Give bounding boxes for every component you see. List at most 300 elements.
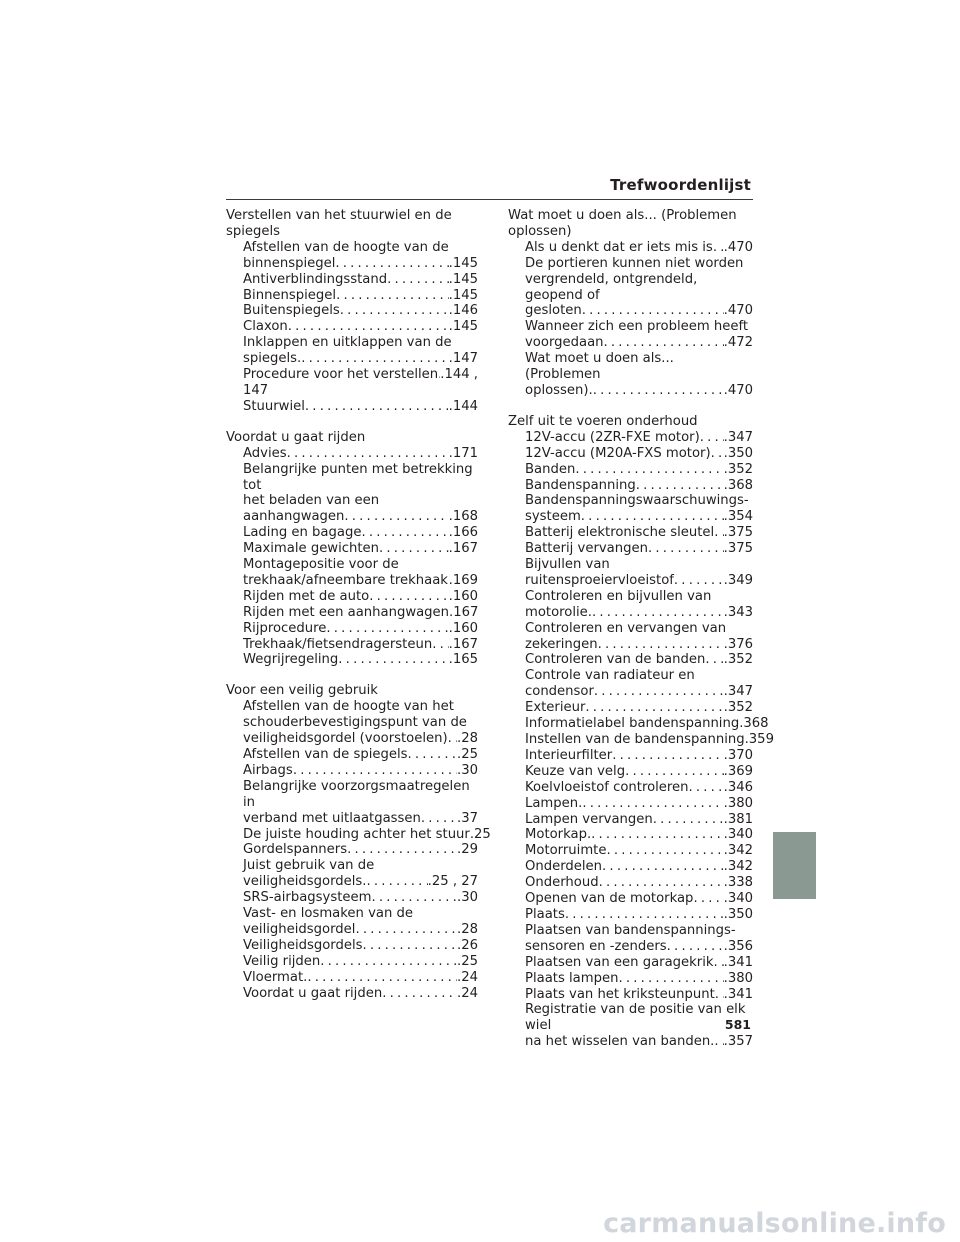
index-entry-page-ref: .147: [448, 351, 478, 367]
index-entry-page-ref: .369: [723, 763, 753, 779]
index-entry-line: Belangrijke punten met betrekking tot: [243, 461, 473, 493]
index-entry-page-ref: .168: [448, 509, 478, 525]
index-entry: [508, 796, 753, 812]
dot-leader: [602, 859, 724, 875]
index-entry: [508, 700, 753, 716]
index-entry: [226, 605, 478, 621]
index-entry-page-ref: .167: [449, 604, 479, 620]
index-entry-label: ruitensproeiervloeistof: [525, 572, 674, 588]
index-entry-line: het beladen van een: [243, 493, 380, 509]
dot-leader: [591, 827, 723, 843]
index-entry-leader-line: [525, 716, 769, 732]
index-entry-line: schouderbevestigingspunt van de: [243, 715, 467, 731]
index-entry: [508, 875, 753, 891]
index-entry-label: Instellen van de bandenspanning: [525, 732, 745, 747]
index-entry-page-ref: .470: [723, 239, 753, 255]
index-entry-line: Afstellen van de hoogte van het: [243, 699, 454, 715]
index-entry-label: Motorruimte: [525, 843, 607, 859]
index-column-left: [226, 208, 491, 1017]
index-entry-label: spiegels.: [243, 351, 302, 367]
dot-leader: [593, 383, 724, 399]
index-entry: [508, 351, 753, 399]
index-entry-leader-line: [525, 780, 753, 796]
index-entry-line: De portieren kunnen niet worden: [525, 255, 744, 271]
index-entry-page-ref: .470: [723, 303, 753, 319]
index-entry: [508, 462, 753, 478]
watermark: carmanualsonline.info: [603, 1208, 946, 1239]
page-number: 581: [724, 1017, 751, 1032]
index-entry-leader-line: [525, 875, 753, 891]
index-entry-leader-line: [243, 288, 478, 304]
index-entry-leader-line: [525, 637, 753, 653]
index-entry-label: Vloermat.: [243, 969, 308, 985]
index-entry-line: Belangrijke voorzorgsmaatregelen in: [243, 778, 470, 810]
index-entry-leader-line: [525, 478, 753, 494]
index-entry: [226, 938, 478, 954]
index-entry-label: veiligheidsgordel: [243, 921, 356, 937]
index-entry-leader-line: [243, 938, 478, 954]
index-entry-page-ref: .25: [469, 826, 491, 842]
index-entry-leader-line: [525, 573, 753, 589]
index-entry-page-ref: .352: [723, 652, 753, 668]
dot-leader: [363, 938, 458, 954]
index-entry-page-ref: .145: [448, 255, 478, 271]
index-entry: [226, 779, 478, 827]
index-entry-label: motorolie.: [525, 604, 592, 620]
dot-leader: [693, 891, 723, 907]
index-entry-leader-line: [243, 525, 478, 541]
index-entry-page-ref: .37: [457, 810, 478, 826]
index-entry-page-ref: .342: [723, 859, 753, 875]
index-entry-line: Wanneer zich een probleem heeft: [525, 319, 749, 335]
index-entry-page-ref: .340: [723, 827, 753, 843]
dot-leader: [592, 605, 724, 621]
index-entry-page-ref: .380: [723, 795, 753, 811]
index-group: [226, 683, 491, 1001]
index-entry-leader-line: [525, 335, 753, 351]
index-entry-page-ref: .166: [448, 525, 478, 541]
index-entry: [226, 303, 478, 319]
index-entry-page-ref: .29: [457, 842, 478, 858]
index-entry-line: Bijvullen van: [525, 557, 610, 573]
index-entry-label: SRS-airbagsysteem: [243, 890, 372, 906]
index-entry: [508, 240, 753, 256]
index-entry-line: Plaatsen van bandenspannings-: [525, 922, 736, 938]
index-entry: [508, 557, 753, 589]
index-entry-page-ref: .350: [723, 906, 753, 922]
index-entry-label: Veiligheidsgordels: [243, 937, 363, 953]
dot-leader: [653, 812, 724, 828]
dot-leader: [382, 986, 457, 1002]
dot-leader: [715, 987, 724, 1003]
dot-leader: [594, 684, 724, 700]
dot-leader: [714, 955, 724, 971]
index-entry-label: systeem: [525, 509, 581, 525]
index-entry: [508, 971, 753, 987]
index-entry-label: Banden: [525, 461, 576, 477]
index-entry-page-ref: .144 ,: [440, 367, 478, 383]
index-entry-label: sensoren en -zenders: [525, 938, 667, 954]
section-tab-marker: [773, 832, 816, 899]
index-entry-line: Bandenspanningswaarschuwings-: [525, 493, 749, 509]
index-entry-page-ref: .160: [448, 588, 478, 604]
index-entry-leader-line: [525, 652, 753, 668]
index-entry-leader-line: [243, 605, 478, 621]
index-entry: [508, 812, 753, 828]
index-entry-leader-line: [525, 525, 753, 541]
index-heading: Wat moet u doen als... (Problemen: [508, 208, 737, 223]
index-entry-leader-line: [525, 541, 753, 557]
index-entry-page-ref: .25 , 27: [427, 874, 478, 890]
index-entry-page-ref: .338: [723, 875, 753, 891]
index-entry-label: Antiverblindingsstand: [243, 271, 388, 287]
index-entry-leader-line: [243, 621, 478, 637]
index-entry-label: Onderhoud: [525, 875, 599, 891]
index-entry: [508, 859, 753, 875]
index-entry-line: Afstellen van de hoogte van de: [243, 239, 449, 255]
index-entry-page-ref: .145: [448, 319, 478, 335]
index-entry-page-ref: .375: [723, 525, 753, 541]
dot-leader: [713, 240, 724, 256]
index-entry-label: Motorkap.: [525, 827, 592, 843]
index-entry-label: verband met uitlaatgassen: [243, 810, 421, 826]
index-entry-leader-line: [525, 987, 753, 1003]
index-entry-leader-line: [525, 907, 753, 923]
index-entry: [508, 780, 753, 796]
dot-leader: [301, 351, 448, 367]
index-entry: [508, 1002, 753, 1050]
index-entry-leader-line: [525, 732, 774, 748]
index-entry: [226, 699, 478, 747]
index-entry: [226, 446, 478, 462]
index-entry-line: Controleren en vervangen van: [525, 620, 727, 636]
index-entry: [226, 621, 478, 637]
index-entry-label: Trekhaak/fietsendragersteun: [243, 636, 433, 652]
index-entry-label: voorgedaan: [525, 335, 604, 351]
index-entry-label: zekeringen: [525, 636, 598, 652]
index-entry-page-ref: .347: [723, 429, 753, 445]
index-entry-page-ref: .169: [448, 572, 478, 588]
index-entry-leader-line: [243, 589, 478, 605]
dot-leader: [305, 399, 449, 415]
index-entry-page-ref: .375: [723, 541, 753, 557]
index-heading: oplossen): [508, 223, 572, 239]
index-entry-leader-line: [243, 272, 478, 288]
index-entry-page-ref: .380: [723, 970, 753, 986]
index-entry-label: Afstellen van de spiegels: [243, 747, 408, 762]
index-entry: [226, 637, 478, 653]
dot-leader: [287, 446, 449, 462]
index-entry: [226, 763, 478, 779]
index-heading: Verstellen van het stuurwiel en de: [226, 208, 452, 223]
index-entry-label: Als u denkt dat er iets mis is: [525, 239, 713, 255]
index-entry: [508, 764, 753, 780]
index-entry-page-ref: .24: [457, 985, 478, 1001]
dot-leader: [307, 970, 457, 986]
index-entry: [508, 541, 753, 557]
index-entry-page-ref: .370: [723, 747, 753, 763]
dot-leader: [582, 796, 723, 812]
dot-leader: [361, 525, 448, 541]
index-entry-label: Openen van de motorkap: [525, 891, 694, 907]
index-entry: [226, 890, 478, 906]
index-entry-page-ref: .165: [448, 652, 478, 668]
index-entry-line: Wat moet u doen als... (Problemen: [525, 351, 674, 383]
dot-leader: [667, 939, 724, 955]
dot-leader: [320, 954, 457, 970]
index-heading: Voor een veilig gebruik: [226, 683, 378, 699]
index-entry-label: veiligheidsgordels.: [243, 874, 367, 890]
index-entry-leader-line: [243, 573, 478, 589]
index-entry-page-ref: .28: [457, 731, 478, 747]
index-entry: [226, 906, 478, 938]
dot-leader: [293, 763, 457, 779]
index-entry-page-ref: .368: [723, 477, 753, 493]
index-entry-page-ref: .160: [448, 620, 478, 636]
dot-leader: [585, 700, 723, 716]
index-entry-page-ref: .144: [448, 398, 478, 414]
dot-leader: [288, 319, 449, 335]
index-entry: [226, 858, 478, 890]
index-entry-label: Binnenspiegel: [243, 287, 337, 303]
index-entry-leader-line: [243, 922, 478, 938]
index-entry-page-ref: .352: [723, 700, 753, 716]
index-entry-page-ref: .347: [723, 684, 753, 700]
index-entry-leader-line: [243, 731, 478, 747]
index-entry-leader-line: [525, 684, 753, 700]
page-header-title: Trefwoordenlijst: [610, 176, 751, 194]
index-entry-leader-line: [525, 955, 753, 971]
index-entry-leader-line: [525, 827, 753, 843]
index-entry-page-ref: .24: [457, 969, 478, 985]
index-column-right: [508, 208, 774, 1065]
index-entry: [226, 842, 478, 858]
index-entry: [508, 430, 753, 446]
index-entry-leader-line: [525, 859, 753, 875]
index-entry-label: Wegrijregeling: [243, 652, 339, 668]
index-entry-page-ref: .145: [448, 271, 478, 287]
index-entry: [508, 256, 753, 320]
index-entry: [226, 986, 478, 1002]
index-entry-page-ref: .167: [448, 636, 478, 652]
index-entry-leader-line: [525, 971, 753, 987]
index-entry-label: Interieurfilter: [525, 747, 613, 763]
index-entry-leader-line: [243, 842, 478, 858]
index-entry: [508, 923, 753, 955]
dot-leader: [448, 731, 457, 747]
index-entry: [508, 668, 753, 700]
index-entry-leader-line: [243, 367, 478, 383]
index-entry-leader-line: [243, 811, 478, 827]
index-entry: [508, 621, 753, 653]
index-entry-line: Inklappen en uitklappen van de: [243, 335, 452, 351]
index-entry-leader-line: [525, 939, 753, 955]
dot-leader: [565, 907, 724, 923]
index-group: [226, 208, 478, 415]
index-entry: [508, 589, 753, 621]
index-heading: Voordat u gaat rijden: [226, 429, 366, 445]
index-entry-label: Rijden met de auto: [243, 588, 370, 604]
index-entry-label: 12V-accu (2ZR-FXE motor): [525, 429, 700, 445]
index-entry-label: Buitenspiegels: [243, 303, 340, 319]
index-entry-page-ref: .145: [448, 287, 478, 303]
index-entry: [508, 748, 753, 764]
index-entry-leader-line: [243, 763, 478, 779]
index-entry: [226, 367, 478, 399]
index-entry: [508, 987, 753, 1003]
index-entry-leader-line: [243, 351, 478, 367]
index-entry-leader-line: [525, 796, 753, 812]
index-entry: [508, 652, 753, 668]
index-entry: [508, 319, 753, 351]
index-entry: [508, 478, 753, 494]
index-entry: [226, 525, 478, 541]
dot-leader: [648, 541, 724, 557]
index-entry-page-ref: .368: [739, 716, 769, 732]
dot-leader: [582, 303, 724, 319]
index-entry: [226, 589, 478, 605]
index-entry-leader-line: [243, 874, 478, 890]
dot-leader: [347, 842, 457, 858]
dot-leader: [599, 875, 724, 891]
dot-leader: [700, 430, 724, 446]
dot-leader: [618, 971, 723, 987]
index-entry-label: Controleren van de banden: [525, 652, 706, 668]
index-entry-line: Controleren en bijvullen van: [525, 588, 712, 604]
index-entry-label: Plaats van het kriksteunpunt: [525, 986, 715, 1002]
index-entry-leader-line: [243, 652, 478, 668]
index-entry-label: De juiste houding achter het stuur: [243, 826, 470, 842]
index-entry-leader-line: [525, 383, 753, 399]
index-entry: [508, 891, 753, 907]
dot-leader: [674, 573, 724, 589]
index-entry: [226, 557, 478, 589]
index-entry-leader-line: [243, 541, 478, 557]
index-entry-label: Gordelspanners: [243, 842, 348, 858]
index-entry-label: Koelvloeistof controleren: [525, 779, 689, 795]
index-entry-label: aanhangwagen: [243, 509, 345, 525]
index-entry: [226, 240, 478, 272]
header-divider: [226, 199, 753, 200]
index-entry-page-ref: .346: [723, 779, 753, 795]
index-entry-page-ref: .352: [723, 461, 753, 477]
index-entry-line: vergrendeld, ontgrendeld, geopend of: [525, 271, 698, 303]
index-entry-leader-line: [525, 812, 753, 828]
index-entry-leader-line: [243, 986, 478, 1002]
dot-leader: [340, 303, 449, 319]
index-entry-page-ref: .30: [457, 762, 478, 778]
index-heading: spiegels: [226, 223, 281, 239]
index-entry-label: Lampen vervangen: [525, 811, 653, 827]
index-entry-page-ref: .359: [744, 732, 774, 747]
dot-leader: [612, 748, 723, 764]
index-entry-line: Vast- en losmaken van de: [243, 906, 414, 922]
dot-leader: [355, 922, 457, 938]
index-entry-page-ref: .354: [723, 509, 753, 525]
index-entry-leader-line: [243, 637, 478, 653]
index-entry-leader-line: [243, 970, 478, 986]
index-entry-page-ref: .472: [723, 335, 753, 351]
index-entry-page-ref: .341: [723, 954, 753, 970]
index-entry: [226, 319, 478, 335]
index-entry: [226, 652, 478, 668]
index-entry-label: Keuze van velg: [525, 763, 626, 779]
index-entry: [226, 288, 478, 304]
index-entry-label: condensor: [525, 684, 594, 700]
index-entry-page-ref: .28: [457, 921, 478, 937]
index-entry-leader-line: [243, 954, 478, 970]
index-entry-leader-line: [525, 748, 753, 764]
index-entry-leader-line: [243, 256, 478, 272]
dot-leader: [336, 288, 449, 304]
dot-leader: [598, 637, 724, 653]
index-entry-page-ref: .341: [723, 986, 753, 1002]
dot-leader: [636, 478, 724, 494]
index-entry-label: na het wisselen van banden.: [525, 1034, 715, 1050]
index-entry: [226, 826, 491, 843]
index-entry: [226, 970, 478, 986]
index-entry: [226, 335, 478, 367]
index-entry-label: Rijprocedure: [243, 620, 327, 636]
index-entry-page-ref: .26: [457, 937, 478, 953]
index-entry-page-ref: .470: [723, 382, 753, 398]
index-entry-label: veiligheidsgordel (voorstoelen): [243, 731, 448, 747]
index-entry-label: Veilig rijden: [243, 953, 321, 969]
index-entry: [226, 399, 478, 415]
index-entry: [508, 955, 753, 971]
index-entry-label: Batterij elektronische sleutel: [525, 525, 715, 541]
index-entry-leader-line: [525, 303, 753, 319]
index-entry-label: 12V-accu (M20A-FXS motor): [525, 445, 711, 461]
index-entry-page-ref: .25: [457, 953, 478, 969]
index-entry: [508, 827, 753, 843]
index-entry-label: Informatielabel bandenspanning: [525, 716, 740, 732]
index-entry-leader-line: [525, 891, 753, 907]
index-entry-label: Lampen.: [525, 795, 583, 811]
index-entry-page-ref: .171: [448, 445, 478, 461]
dot-leader: [371, 890, 457, 906]
index-entry-leader-line: [243, 826, 491, 843]
index-entry-label: Airbags: [243, 762, 293, 778]
index-entry-label: binnenspiegel: [243, 255, 336, 271]
index-entry: [226, 462, 478, 526]
index-entry-label: Onderdelen: [525, 859, 603, 875]
index-entry-label: Advies: [243, 445, 287, 461]
index-entry-page-ref: .25: [457, 747, 478, 762]
index-entry-label: Procedure voor het verstellen: [243, 367, 439, 383]
index-entry-label: Rijden met een aanhangwagen: [243, 604, 450, 620]
index-entry-leader-line: [243, 509, 478, 525]
dot-leader: [714, 525, 723, 541]
index-entry-leader-line: [525, 462, 753, 478]
dot-leader: [344, 509, 448, 525]
index-entry: [226, 541, 478, 557]
index-entry-label: Claxon: [243, 319, 288, 335]
dot-leader: [338, 652, 448, 668]
index-entry-page-ref: .356: [723, 938, 753, 954]
dot-leader: [408, 747, 458, 763]
index-entry-leader-line: [525, 843, 753, 859]
index-entry-line: Controle van radiateur en: [525, 668, 695, 684]
index-entry-page-ref: .357: [723, 1034, 753, 1050]
index-entry-leader-line: [243, 446, 478, 462]
dot-leader: [604, 335, 724, 351]
index-entry: [508, 843, 753, 859]
index-entry: [508, 907, 753, 923]
index-entry: [226, 747, 478, 763]
index-entry-leader-line: [243, 747, 478, 763]
index-entry-leader-line: [525, 240, 753, 256]
